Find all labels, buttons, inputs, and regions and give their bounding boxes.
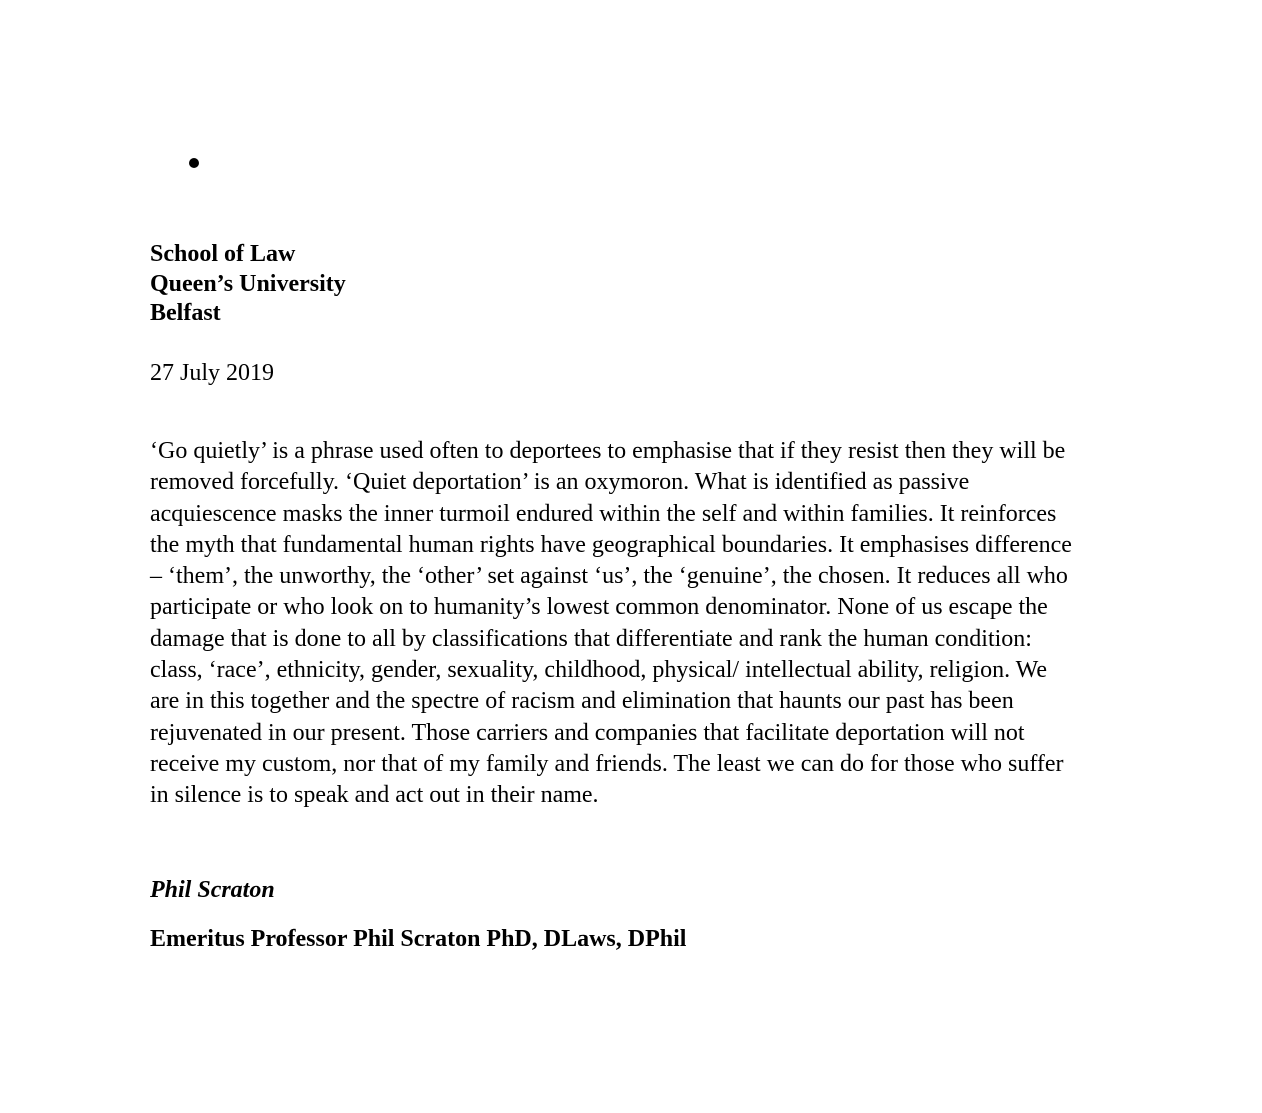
body-line: are in this together and the spectre of racism and elimination that haunts our past has been xyxy=(150,688,1014,715)
body-line: ‘Go quietly’ is a phrase used often to deportees to emphasise that if they resist then they will be xyxy=(150,438,1066,464)
address-line-department: School of Law xyxy=(150,241,296,267)
body-line: class, ‘race’, ethnicity, gender, sexuality, childhood, physical/ intellectual ability, religion. We xyxy=(150,657,1048,684)
body-line: – ‘them’, the unworthy, the ‘other’ set against ‘us’, the ‘genuine’, the chosen. It reduces all who xyxy=(150,563,1068,590)
body-line: damage that is done to all by classifications that differentiate and rank the human condition: xyxy=(150,625,1032,652)
body-line: participate or who look on to humanity’s lowest common denominator. None of us escape the xyxy=(150,594,1048,621)
address-line-city: Belfast xyxy=(150,300,221,326)
letter-body xyxy=(150,436,1100,812)
body-line: receive my custom, nor that of my family and friends. The least we can do for those who suffer xyxy=(150,750,1064,777)
sender-address xyxy=(150,240,346,329)
letter-date: 27 July 2019 xyxy=(150,360,275,386)
address-line-university: Queen’s University xyxy=(150,270,346,297)
signatory-title: Emeritus Professor Phil Scraton PhD, DLaws, DPhil xyxy=(150,926,687,952)
body-line: rejuvenated in our present. Those carriers and companies that facilitate deportation will not xyxy=(150,719,1025,746)
signature-name: Phil Scraton xyxy=(150,877,275,903)
bullet-point-icon xyxy=(189,158,199,168)
body-line: removed forcefully. ‘Quiet deportation’ is an oxymoron. What is identified as passive xyxy=(150,469,970,496)
body-line: acquiescence masks the inner turmoil endured within the self and within families. It reinforces xyxy=(150,500,1057,527)
body-line: the myth that fundamental human rights have geographical boundaries. It emphasises difference xyxy=(150,531,1072,558)
body-line: in silence is to speak and act out in their name. xyxy=(150,782,599,809)
